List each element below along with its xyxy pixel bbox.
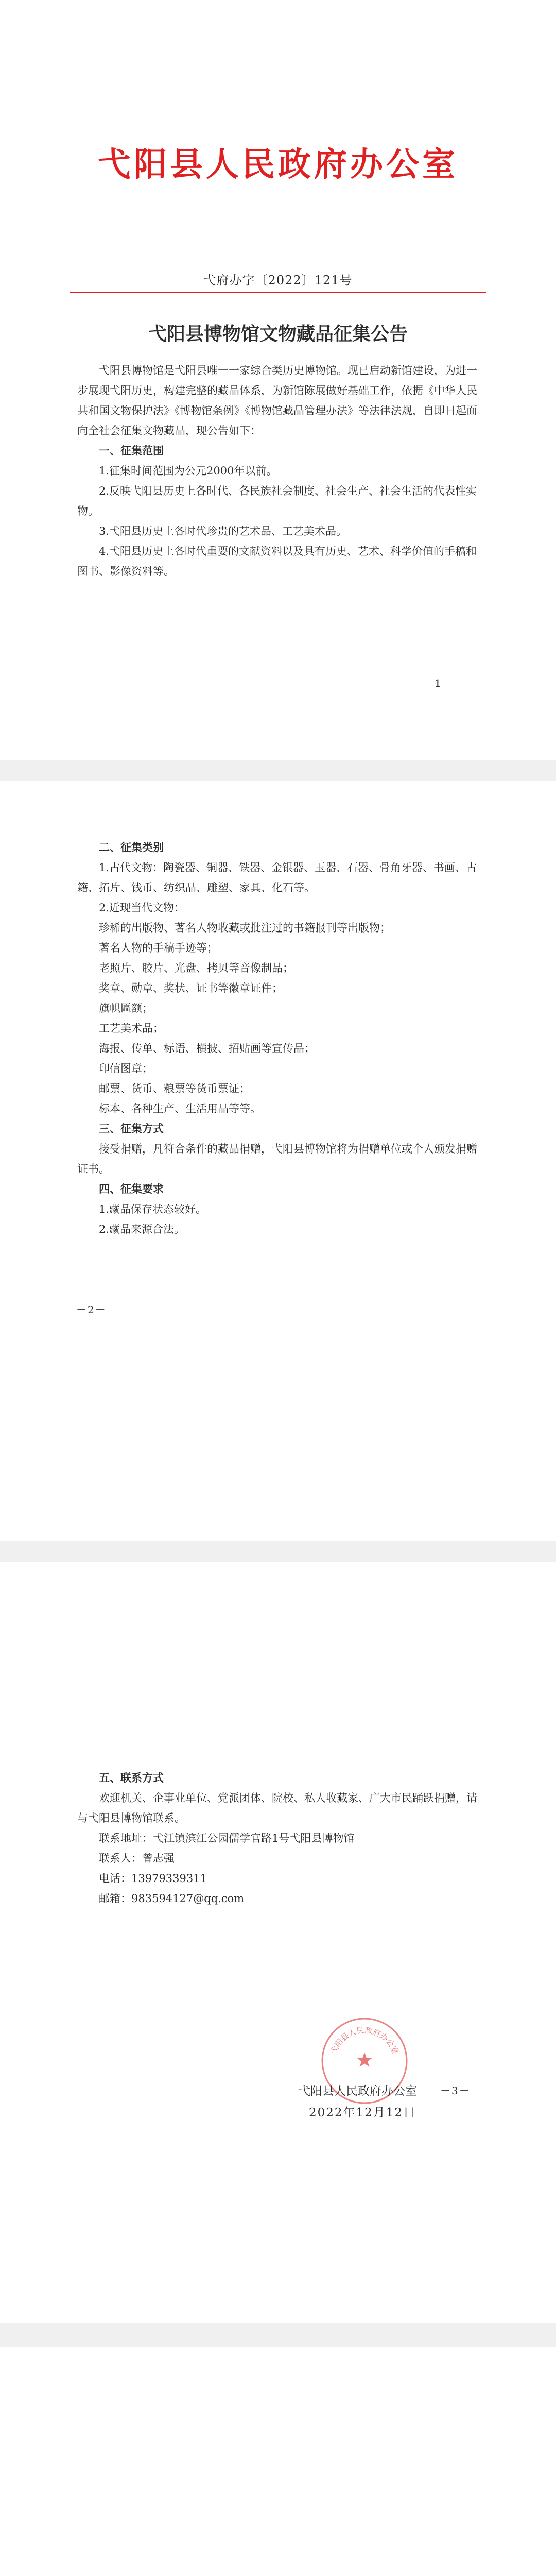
red-header: 弋阳县人民政府办公室 xyxy=(98,145,458,184)
sec2-sub-item: 标本、各种生产、生活用品等等。 xyxy=(99,1103,261,1115)
page-number: －2－ xyxy=(76,1303,107,1316)
page-number: －1－ xyxy=(423,677,454,689)
svg-text:★: ★ xyxy=(355,2048,374,2072)
page3-body xyxy=(77,1768,479,1909)
sec2-sub-item: 邮票、货币、粮票等货币票证； xyxy=(99,1082,250,1095)
sec2-sub-item: 奖章、勋章、奖状、证书等徽章证件； xyxy=(99,982,283,994)
signature-date: 2022年12月12日 xyxy=(309,2106,416,2120)
section3-heading: 三、征集方式 xyxy=(99,1123,164,1135)
page-2 xyxy=(0,781,556,1541)
sec2-sub-item: 工艺美术品； xyxy=(99,1022,164,1035)
contact-address: 联系地址：弋江镇滨江公园儒学官路1号弋阳县博物馆 xyxy=(99,1832,355,1844)
seal-text: 弋阳县人民政府办公室 xyxy=(328,2025,401,2056)
page-4 xyxy=(0,2347,556,2576)
sec5-text: 欢迎机关、企事业单位、党派团体、院校、私人收藏家、广大市民踊跃捐赠，请与弋阳县博物馆联系。 xyxy=(77,1792,477,1824)
contact-phone: 电话：13979339311 xyxy=(99,1872,207,1885)
page-1 xyxy=(0,0,556,760)
sec4-item: 2.藏品来源合法。 xyxy=(99,1223,185,1235)
intro-paragraph: 弋阳县博物馆是弋阳县唯一一家综合类历史博物馆。现已启动新馆建设，为进一步展现弋阳历史，构建完整的藏品体系，为新馆陈展做好基础工作，依据《中华人民共和国文物保护法》《博物馆条例》《博物馆藏品管理办法》等法律法规，自即日起面向全社会征集文物藏品，现公告如下： xyxy=(77,364,477,437)
sec2-item: 2.近现当代文物： xyxy=(99,902,185,914)
document-number: 弋府办字〔2022〕121号 xyxy=(203,273,353,287)
section1-heading: 一、征集范围 xyxy=(99,445,164,457)
sec1-item: 1.征集时间范围为公元2000年以前。 xyxy=(99,465,277,477)
page1-body xyxy=(77,361,479,582)
page-3 xyxy=(0,1562,556,2323)
sec2-sub-item: 海报、传单、标语、横披、招贴画等宣传品； xyxy=(99,1042,315,1055)
document-title: 弋阳县博物馆文物藏品征集公告 xyxy=(148,324,408,345)
sec2-sub-item: 印信图章； xyxy=(99,1062,153,1075)
contact-email: 邮箱：983594127@qq.com xyxy=(99,1892,245,1905)
contact-person: 联系人：曾志强 xyxy=(99,1852,175,1865)
sec1-item: 2.反映弋阳县历史上各时代、各民族社会制度、社会生产、社会生活的代表性实物。 xyxy=(77,485,477,517)
sec2-sub-item: 著名人物的手稿手迹等； xyxy=(99,942,218,954)
sec2-item: 1.古代文物：陶瓷器、铜器、铁器、金银器、玉器、石器、骨角牙器、书画、古籍、拓片、钱币、纺织品、雕塑、家具、化石等。 xyxy=(77,861,477,894)
section4-heading: 四、征集要求 xyxy=(99,1183,164,1195)
sec2-item-desc: 珍稀的出版物、著名人物收藏或批注过的书籍报刊等出版物； xyxy=(99,922,391,934)
section5-heading: 五、联系方式 xyxy=(99,1772,164,1784)
sec2-sub-item: 老照片、胶片、光盘、拷贝等音像制品； xyxy=(99,962,293,974)
section2-heading: 二、征集类别 xyxy=(99,841,164,854)
sec1-item: 4.弋阳县历史上各时代重要的文献资料以及具有历史、艺术、科学价值的手稿和图书、影像资料等。 xyxy=(77,545,477,578)
page-number: －3－ xyxy=(440,2084,471,2097)
signature-org: 弋阳县人民政府办公室 xyxy=(299,2084,417,2098)
page2-body xyxy=(77,838,479,1240)
red-divider xyxy=(70,292,486,293)
sec1-item: 3.弋阳县历史上各时代珍贵的艺术品、工艺美术品。 xyxy=(99,525,348,537)
sec2-sub-item: 旗帜匾额； xyxy=(99,1002,153,1014)
sec4-item: 1.藏品保存状态较好。 xyxy=(99,1203,207,1215)
sec3-text: 接受捐赠，凡符合条件的藏品捐赠，弋阳县博物馆将为捐赠单位或个人颁发捐赠证书。 xyxy=(77,1143,477,1175)
